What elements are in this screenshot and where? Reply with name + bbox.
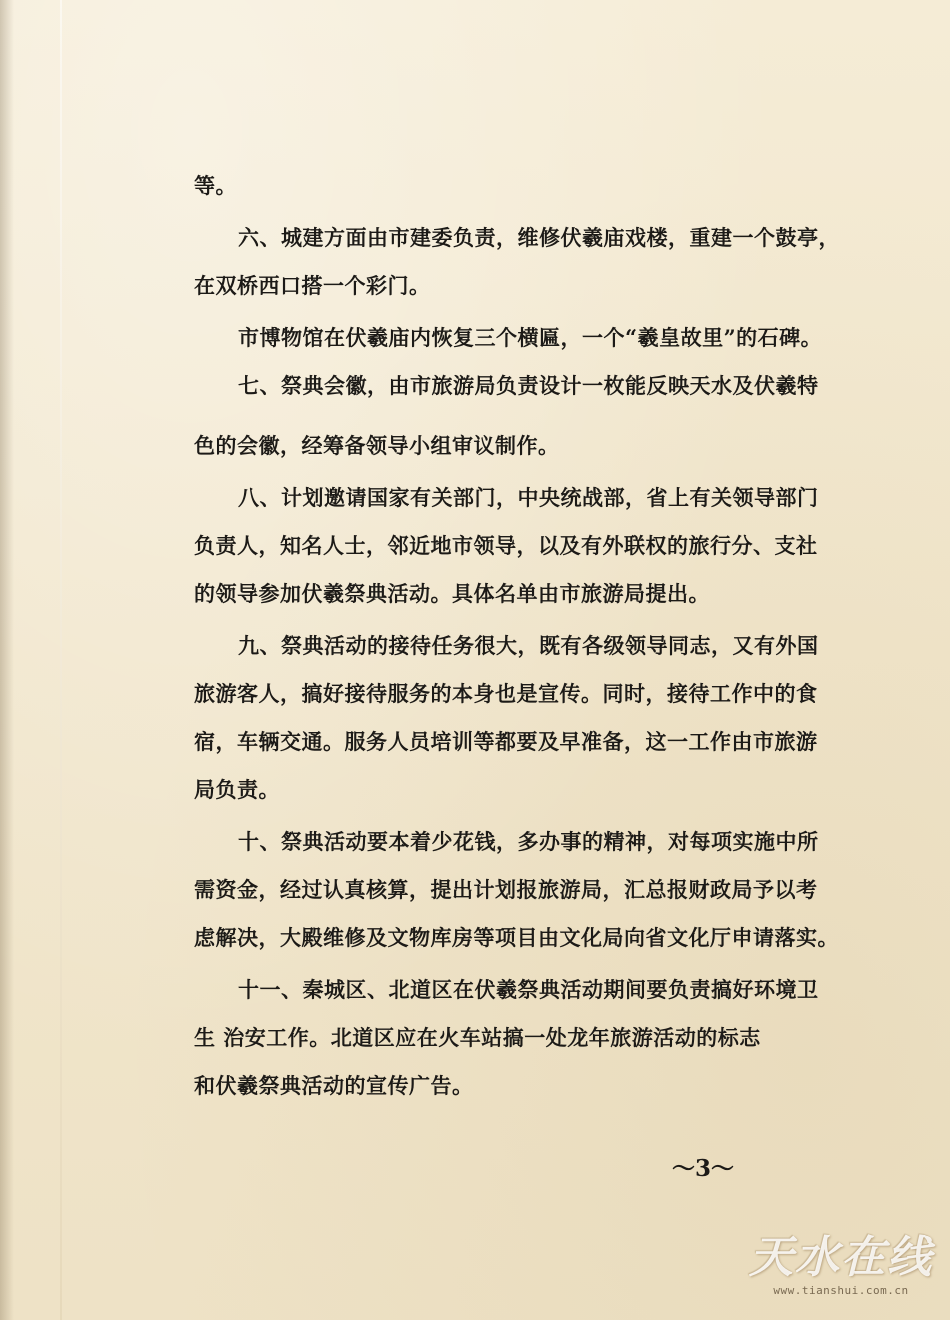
page-number: ～3～ [672,1155,735,1182]
text-line: 生 治安工作。北道区应在火车站搞一处龙年旅游活动的标志 [194,1025,761,1050]
text-line: 六、城建方面由市建委负责，维修伏羲庙戏楼，重建一个鼓亭， [238,225,840,250]
text-line: 需资金，经过认真核算，提出计划报旅游局，汇总报财政局予以考 [194,877,818,902]
text-line: 的领导参加伏羲祭典活动。具体名单由市旅游局提出。 [194,581,710,606]
text-line: 负责人，知名人士，邻近地市领导，以及有外联权的旅行分、支社 [194,533,818,558]
text-line: 十、祭典活动要本着少花钱，多办事的精神，对每项实施中所 [238,829,819,854]
text-line: 在双桥西口搭一个彩门。 [194,273,431,298]
text-line: 和伏羲祭典活动的宣传广告。 [194,1073,474,1098]
text-line: 市博物馆在伏羲庙内恢复三个横匾，一个“羲皇故里”的石碑。 [238,325,823,350]
text-line: 七、祭典会徽，由市旅游局负责设计一枚能反映天水及伏羲特 [238,373,819,398]
text-line: 虑解决，大殿维修及文物库房等项目由文化局向省文化厅申请落实。 [194,925,839,950]
text-line: 局负责。 [194,777,280,802]
text-line: 九、祭典活动的接待任务很大，既有各级领导同志，又有外国 [238,633,819,658]
text-line: 八、计划邀请国家有关部门，中央统战部，省上有关领导部门 [238,485,819,510]
document-body [194,162,874,1110]
text-line: 色的会徽，经筹备领导小组审议制作。 [194,433,560,458]
text-line: 旅游客人，搞好接待服务的本身也是宣传。同时，接待工作中的食 [194,681,818,706]
site-watermark [746,1232,936,1312]
text-line: 宿，车辆交通。服务人员培训等都要及早准备，这一工作由市旅游 [194,729,818,754]
text-line: 等。 [194,173,237,198]
watermark-logo: 天水在线 [749,1232,933,1283]
watermark-url: www.tianshui.com.cn [773,1284,909,1297]
text-line: 十一、秦城区、北道区在伏羲祭典活动期间要负责搞好环境卫 [238,977,819,1002]
paper-fold-line [60,0,62,1320]
